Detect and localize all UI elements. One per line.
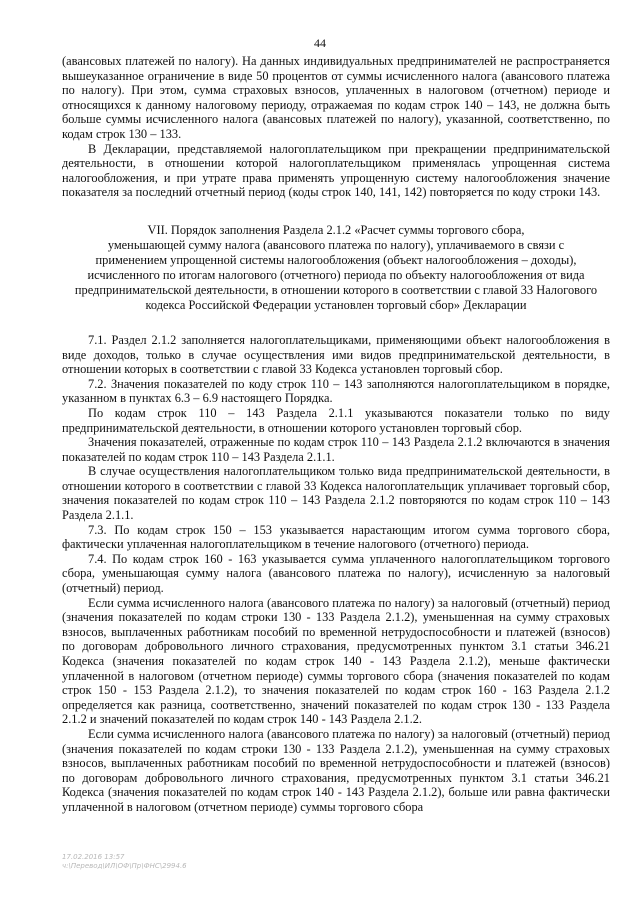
paragraph-7-4: 7.4. По кодам строк 160 - 163 указывается сумма уплаченного налогоплательщиком торгового сбора, уменьшающая сумму налога (авансового платежа по налогу), исчисленную за налоговый (отчетный) период. <box>62 551 610 596</box>
paragraph-7-2: 7.2. Значения показателей по коду строк 110 – 143 заполняются налогоплательщиком в порядке, указанном в пунктах 6.3 – 6.9 настоящего Порядка. <box>62 376 610 406</box>
body-paragraph: Если сумма исчисленного налога (авансового платежа по налогу) за налоговый (отчетный) период (значения показателей по кодам строки 130 - 133 Раздела 2.1.2), уменьшенная на сумму страховых взносов, выплаченных работникам пособий по временной нетрудоспособности и платежей (взносов) по договорам добровольного личного страхования, предусмотренных пунктом 3.1 статьи 346.21 Кодекса (значения показателей по кодам строк 140 - 143 Раздела 2.1.2), больше или равна фактически уплаченной в налоговом (отчетном периоде) суммы торгового сбора <box>62 726 610 814</box>
paragraph-7-3: 7.3. По кодам строк 150 – 153 указывается нарастающим итогом сумма торгового сбора, фактически уплаченная налогоплательщиком в течение налогового (отчетного) периода. <box>62 522 610 552</box>
body-paragraph: Если сумма исчисленного налога (авансового платежа по налогу) за налоговый (отчетный) период (значения показателей по кодам строки 130 - 133 Раздела 2.1.2), уменьшенная на сумму страховых взносов, выплаченных работникам пособий по временной нетрудоспособности и платежей (взносов) по договорам добровольного личного страхования, предусмотренных пунктом 3.1 статьи 346.21 Кодекса (значения показателей по кодам строк 140 - 143 Раздела 2.1.2), меньше фактически уплаченной в налоговом (отчетном периоде) суммы торгового сбора (значения показателей по кодам строк 150 - 153 Раздела 2.1.2), то значения показателей по кодам строк 160 - 163 Раздела 2.1.2 определяется как разница, соответственно, значений показателей по кодам строк 130 - 133 Раздела 2.1.2 и значений показателей по кодам строк 140 - 143 Раздела 2.1.2. <box>62 595 610 727</box>
section-heading-line: VII. Порядок заполнения Раздела 2.1.2 «Расчет суммы торгового сбора, <box>147 222 525 237</box>
footer-stamp-date: 17.02.2016 13:57 <box>62 853 125 861</box>
footer-stamp-path: ч:\Перевод\ИЛ\ОФ\Пр\ФНС\2994.6 <box>62 862 187 870</box>
body-paragraph: В случае осуществления налогоплательщиком только вида предпринимательской деятельности, в отношении которого в соответствии с главой 33 Кодекса налогоплательщик уплачивает торговый сбор, значения показателей по кодам строк 110 – 143 Раздела 2.1.2 повторяются по кодам строк 110 – 143 Раздела 2.1.1. <box>62 464 610 523</box>
paragraph-7-1: 7.1. Раздел 2.1.2 заполняется налогоплательщиками, применяющими объект налогообложения в виде доходов, только в случае осуществления ими видов предпринимательской деятельности, в отношении которых в соответствии с главой 33 Кодекса установлен торговый сбор. <box>62 332 610 377</box>
intro-paragraph-2: В Декларации, представляемой налогоплательщиком при прекращении предпринимательской деятельности, в отношении которой налогоплательщиком применялась упрощенная система налогообложения, и при утрате права применять упрощенную систему налогообложения значение показателя за последний отчетный период (коды строк 140, 141, 142) повторяется по коду строки 143. <box>62 141 610 200</box>
section-heading-line: уменьшающей сумму налога (авансового платежа по налогу), уплачиваемого в связи с <box>107 237 565 252</box>
section-heading <box>62 223 610 313</box>
document-body <box>62 54 610 815</box>
intro-paragraph-1: (авансовых платежей по налогу). На данных индивидуальных предпринимателей не распространяется вышеуказанное ограничение в виде 50 процентов от суммы исчисленного налога (авансового платежа по налогу). При этом, сумма страховых взносов, уплаченных в налоговом (отчетном) периоде и относящихся к данному налоговому периоду, отражаемая по кодам строк 140 – 143, не должна быть больше суммы исчисленного налога (авансовых платежей по налогу), указанной, соответственно, по кодам строк 130 – 133. <box>62 54 610 141</box>
page-number: 44 <box>314 36 326 50</box>
body-paragraph: Значения показателей, отраженные по кодам строк 110 – 143 Раздела 2.1.2 включаются в значения показателей по кодам строк 110 – 143 Раздела 2.1.1. <box>62 435 610 464</box>
section-heading-line: предпринимательской деятельности, в отношении которого в соответствии с главой 33 Налогового <box>74 282 598 297</box>
footer-stamp <box>62 853 187 871</box>
section-heading-line: кодекса Российской Федерации установлен торговый сбор» Декларации <box>145 297 527 312</box>
body-paragraph: По кодам строк 110 – 143 Раздела 2.1.1 указываются показатели только по виду предпринимательской деятельности, в отношении которого установлен торговый сбор. <box>62 405 610 435</box>
section-heading-line: применением упрощенной системы налогообложения (объект налогообложения – доходы), <box>95 252 577 267</box>
section-heading-line: исчисленного по итогам налогового (отчетного) периода по объекту налогообложения от вида <box>87 267 585 282</box>
